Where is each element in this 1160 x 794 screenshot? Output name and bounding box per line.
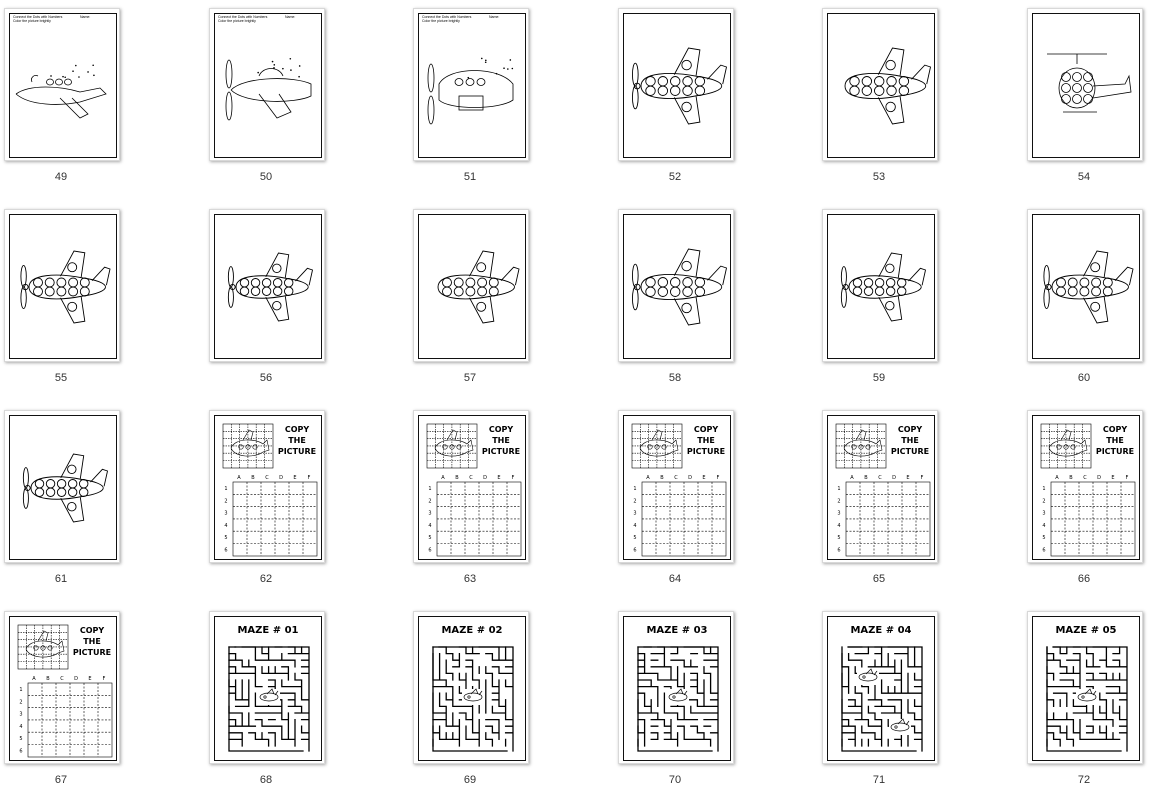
copy-grid-row-label: 5 xyxy=(224,535,228,542)
worksheet-drawing xyxy=(1033,14,1139,157)
maze-title: MAZE # 01 xyxy=(237,625,299,636)
copy-grid-column-label: C xyxy=(60,676,64,682)
worksheet-preview xyxy=(1032,415,1140,560)
copy-grid-column-label: A xyxy=(850,475,854,481)
page-number-label: 62 xyxy=(259,573,273,585)
page-number-label: 70 xyxy=(668,774,682,786)
worksheet-preview xyxy=(623,415,731,560)
copy-grid-column-label: C xyxy=(1083,475,1087,481)
copy-grid-row-label: 1 xyxy=(428,486,432,492)
maze-title: MAZE # 04 xyxy=(850,625,912,636)
maze-title: MAZE # 03 xyxy=(646,625,708,636)
worksheet-instructions xyxy=(422,15,471,23)
copy-picture-title-line: PICTURE xyxy=(72,648,112,657)
copy-grid-column-label: E xyxy=(293,475,297,481)
copy-grid-row-label: 6 xyxy=(428,547,432,554)
page-number-label: 49 xyxy=(54,171,68,183)
copy-grid-row-label: 4 xyxy=(19,723,23,730)
worksheet-preview xyxy=(214,616,322,761)
copy-grid-row-label: 6 xyxy=(633,547,637,554)
copy-grid-column-label: B xyxy=(455,475,459,481)
thumbnail-frame[interactable] xyxy=(4,8,120,161)
copy-picture-title-line: PICTURE xyxy=(481,447,521,456)
worksheet-preview xyxy=(623,13,731,158)
copy-picture-title-line: THE xyxy=(901,436,919,445)
thumbnail-frame[interactable] xyxy=(209,209,325,362)
copy-picture-title xyxy=(72,625,112,658)
worksheet-preview xyxy=(214,415,322,560)
worksheet-preview xyxy=(9,13,117,158)
thumbnail-frame[interactable] xyxy=(822,410,938,563)
maze-title: MAZE # 02 xyxy=(441,625,503,636)
page-number-label: 59 xyxy=(872,372,886,384)
instruction-line: Color the picture brightly xyxy=(13,19,51,23)
thumbnail-frame[interactable] xyxy=(413,209,529,362)
worksheet-preview xyxy=(9,415,117,560)
copy-grid-column-label: B xyxy=(660,475,664,481)
thumbnail-frame[interactable] xyxy=(822,8,938,161)
page-number-label: 51 xyxy=(463,171,477,183)
worksheet-drawing xyxy=(215,617,321,760)
copy-picture-title-line: THE xyxy=(697,436,715,445)
worksheet-drawing xyxy=(624,617,730,760)
thumbnail-frame[interactable] xyxy=(618,410,734,563)
worksheet-preview xyxy=(418,13,526,158)
copy-grid-column-label: F xyxy=(1125,475,1129,481)
page-number-label: 72 xyxy=(1077,774,1091,786)
worksheet-drawing xyxy=(10,14,116,157)
worksheet-preview xyxy=(623,214,731,359)
copy-picture-title-line: PICTURE xyxy=(890,447,930,456)
copy-grid-column-label: D xyxy=(1097,475,1101,481)
copy-grid-row-label: 3 xyxy=(428,510,432,517)
copy-grid-row-label: 6 xyxy=(1042,547,1046,554)
page-number-label: 69 xyxy=(463,774,477,786)
worksheet-preview xyxy=(214,214,322,359)
copy-grid-row-label: 4 xyxy=(837,522,841,529)
copy-picture-title xyxy=(277,424,317,457)
copy-grid-row-label: 2 xyxy=(19,699,23,706)
copy-picture-title-line: COPY xyxy=(897,425,923,434)
page-number-label: 57 xyxy=(463,372,477,384)
thumbnail-frame[interactable] xyxy=(1027,611,1143,764)
copy-grid-column-label: B xyxy=(46,676,50,682)
copy-picture-title-line: PICTURE xyxy=(686,447,726,456)
copy-grid-row-label: 3 xyxy=(837,510,841,517)
page-number-label: 54 xyxy=(1077,171,1091,183)
page-number-label: 52 xyxy=(668,171,682,183)
worksheet-drawing xyxy=(1033,617,1139,760)
copy-picture-title-line: THE xyxy=(288,436,306,445)
page-number-label: 60 xyxy=(1077,372,1091,384)
copy-grid-row-label: 4 xyxy=(428,522,432,529)
copy-grid-column-label: A xyxy=(441,475,445,481)
thumbnail-frame[interactable] xyxy=(1027,410,1143,563)
worksheet-drawing xyxy=(828,14,934,157)
thumbnail-frame[interactable] xyxy=(618,611,734,764)
copy-picture-title-line: PICTURE xyxy=(277,447,317,456)
page-number-label: 55 xyxy=(54,372,68,384)
thumbnail-frame[interactable] xyxy=(822,209,938,362)
worksheet-preview xyxy=(1032,13,1140,158)
page-number-label: 71 xyxy=(872,774,886,786)
page-number-label: 65 xyxy=(872,573,886,585)
worksheet-drawing xyxy=(624,14,730,157)
page-number-label: 68 xyxy=(259,774,273,786)
copy-picture-title xyxy=(890,424,930,457)
copy-picture-title xyxy=(686,424,726,457)
name-label: Name: xyxy=(285,15,296,19)
worksheet-preview xyxy=(827,415,935,560)
instruction-line: Color the picture brightly xyxy=(422,19,460,23)
copy-grid-column-label: D xyxy=(483,475,487,481)
copy-grid-column-label: F xyxy=(511,475,515,481)
thumbnail-frame[interactable] xyxy=(413,410,529,563)
copy-grid-row-label: 1 xyxy=(224,486,228,492)
worksheet-preview xyxy=(9,616,117,761)
worksheet-preview xyxy=(827,214,935,359)
page-number-label: 64 xyxy=(668,573,682,585)
copy-grid-row-label: 5 xyxy=(428,535,432,542)
copy-grid-column-label: A xyxy=(237,475,241,481)
instruction-line: Connect the Dots with Numbers xyxy=(422,15,472,19)
thumbnail-frame[interactable] xyxy=(1027,209,1143,362)
name-label: Name: xyxy=(489,15,500,19)
copy-grid-row-label: 3 xyxy=(19,711,23,718)
worksheet-drawing xyxy=(1033,215,1139,358)
worksheet-drawing xyxy=(828,215,934,358)
copy-grid-row-label: 1 xyxy=(1042,486,1046,492)
thumbnail-frame[interactable] xyxy=(618,8,734,161)
copy-grid-column-label: E xyxy=(906,475,910,481)
page-number-label: 63 xyxy=(463,573,477,585)
copy-grid-column-label: C xyxy=(674,475,678,481)
name-label: Name: xyxy=(80,15,91,19)
copy-grid-column-label: E xyxy=(497,475,501,481)
copy-grid-column-label: B xyxy=(864,475,868,481)
worksheet-preview xyxy=(1032,616,1140,761)
page-number-label: 61 xyxy=(54,573,68,585)
copy-grid-column-label: B xyxy=(1069,475,1073,481)
page-number-label: 53 xyxy=(872,171,886,183)
page-number-label: 56 xyxy=(259,372,273,384)
copy-grid-row-label: 1 xyxy=(633,486,637,492)
copy-picture-title-line: COPY xyxy=(488,425,514,434)
thumbnail-frame[interactable] xyxy=(209,611,325,764)
copy-grid-column-label: D xyxy=(688,475,692,481)
copy-grid-row-label: 6 xyxy=(19,748,23,755)
copy-picture-title-line: THE xyxy=(492,436,510,445)
page-number-label: 58 xyxy=(668,372,682,384)
worksheet-preview xyxy=(418,616,526,761)
worksheet-drawing xyxy=(10,416,116,559)
worksheet-preview xyxy=(214,13,322,158)
copy-grid-row-label: 3 xyxy=(633,510,637,517)
worksheet-drawing xyxy=(10,215,116,358)
worksheet-preview xyxy=(418,415,526,560)
copy-grid-column-label: E xyxy=(702,475,706,481)
copy-grid-row-label: 2 xyxy=(633,498,637,505)
copy-picture-title xyxy=(1095,424,1135,457)
copy-picture-title-line: THE xyxy=(83,637,101,646)
worksheet-instructions xyxy=(13,15,62,23)
thumbnail-frame[interactable] xyxy=(822,611,938,764)
copy-picture-title-line: COPY xyxy=(284,425,310,434)
copy-grid-row-label: 5 xyxy=(19,736,23,743)
copy-grid-row-label: 5 xyxy=(1042,535,1046,542)
copy-picture-title-line: COPY xyxy=(1102,425,1128,434)
copy-grid-row-label: 5 xyxy=(837,535,841,542)
copy-grid-row-label: 1 xyxy=(837,486,841,492)
copy-grid-column-label: E xyxy=(1111,475,1115,481)
thumbnail-frame[interactable] xyxy=(4,209,120,362)
copy-picture-title-line: PICTURE xyxy=(1095,447,1135,456)
copy-grid-row-label: 2 xyxy=(224,498,228,505)
thumbnail-frame[interactable] xyxy=(209,410,325,563)
copy-grid-row-label: 6 xyxy=(224,547,228,554)
page-number-label: 67 xyxy=(54,774,68,786)
copy-grid-column-label: E xyxy=(88,676,92,682)
copy-grid-column-label: D xyxy=(892,475,896,481)
instruction-line: Connect the Dots with Numbers xyxy=(218,15,268,19)
copy-grid-row-label: 6 xyxy=(837,547,841,554)
worksheet-preview xyxy=(9,214,117,359)
copy-grid-column-label: A xyxy=(1055,475,1059,481)
thumbnail-frame[interactable] xyxy=(618,209,734,362)
copy-grid-row-label: 2 xyxy=(837,498,841,505)
copy-grid-row-label: 3 xyxy=(1042,510,1046,517)
instruction-line: Connect the Dots with Numbers xyxy=(13,15,63,19)
copy-grid-column-label: C xyxy=(265,475,269,481)
worksheet-drawing xyxy=(624,215,730,358)
thumbnail-frame[interactable] xyxy=(4,611,120,764)
copy-grid-column-label: F xyxy=(920,475,924,481)
copy-grid-column-label: F xyxy=(307,475,311,481)
copy-grid-column-label: F xyxy=(716,475,720,481)
copy-grid-column-label: B xyxy=(251,475,255,481)
worksheet-drawing xyxy=(215,215,321,358)
thumbnail-frame[interactable] xyxy=(1027,8,1143,161)
worksheet-preview xyxy=(827,616,935,761)
page-number-label: 66 xyxy=(1077,573,1091,585)
worksheet-drawing xyxy=(419,215,525,358)
thumbnail-frame[interactable] xyxy=(413,611,529,764)
copy-grid-row-label: 5 xyxy=(633,535,637,542)
copy-picture-title-line: THE xyxy=(1106,436,1124,445)
worksheet-preview xyxy=(418,214,526,359)
copy-grid-column-label: A xyxy=(646,475,650,481)
worksheet-preview xyxy=(827,13,935,158)
worksheet-drawing xyxy=(215,14,321,157)
copy-grid-column-label: C xyxy=(878,475,882,481)
instruction-line: Color the picture brightly xyxy=(218,19,256,23)
thumbnail-frame[interactable] xyxy=(413,8,529,161)
thumbnail-frame[interactable] xyxy=(4,410,120,563)
copy-grid-row-label: 4 xyxy=(224,522,228,529)
copy-grid-column-label: D xyxy=(279,475,283,481)
copy-grid-column-label: C xyxy=(469,475,473,481)
worksheet-drawing xyxy=(419,617,525,760)
copy-grid-row-label: 4 xyxy=(1042,522,1046,529)
copy-grid-row-label: 2 xyxy=(428,498,432,505)
copy-grid-row-label: 4 xyxy=(633,522,637,529)
worksheet-instructions xyxy=(218,15,267,23)
worksheet-drawing xyxy=(419,14,525,157)
maze-title: MAZE # 05 xyxy=(1055,625,1117,636)
copy-grid-row-label: 2 xyxy=(1042,498,1046,505)
copy-grid-column-label: F xyxy=(102,676,106,682)
copy-grid-column-label: D xyxy=(74,676,78,682)
copy-grid-row-label: 1 xyxy=(19,687,23,693)
copy-picture-title-line: COPY xyxy=(693,425,719,434)
copy-grid-column-label: A xyxy=(32,676,36,682)
worksheet-preview xyxy=(1032,214,1140,359)
thumbnail-frame[interactable] xyxy=(209,8,325,161)
copy-grid-row-label: 3 xyxy=(224,510,228,517)
copy-picture-title xyxy=(481,424,521,457)
page-number-label: 50 xyxy=(259,171,273,183)
worksheet-preview xyxy=(623,616,731,761)
copy-picture-title-line: COPY xyxy=(79,626,105,635)
worksheet-drawing xyxy=(828,617,934,760)
